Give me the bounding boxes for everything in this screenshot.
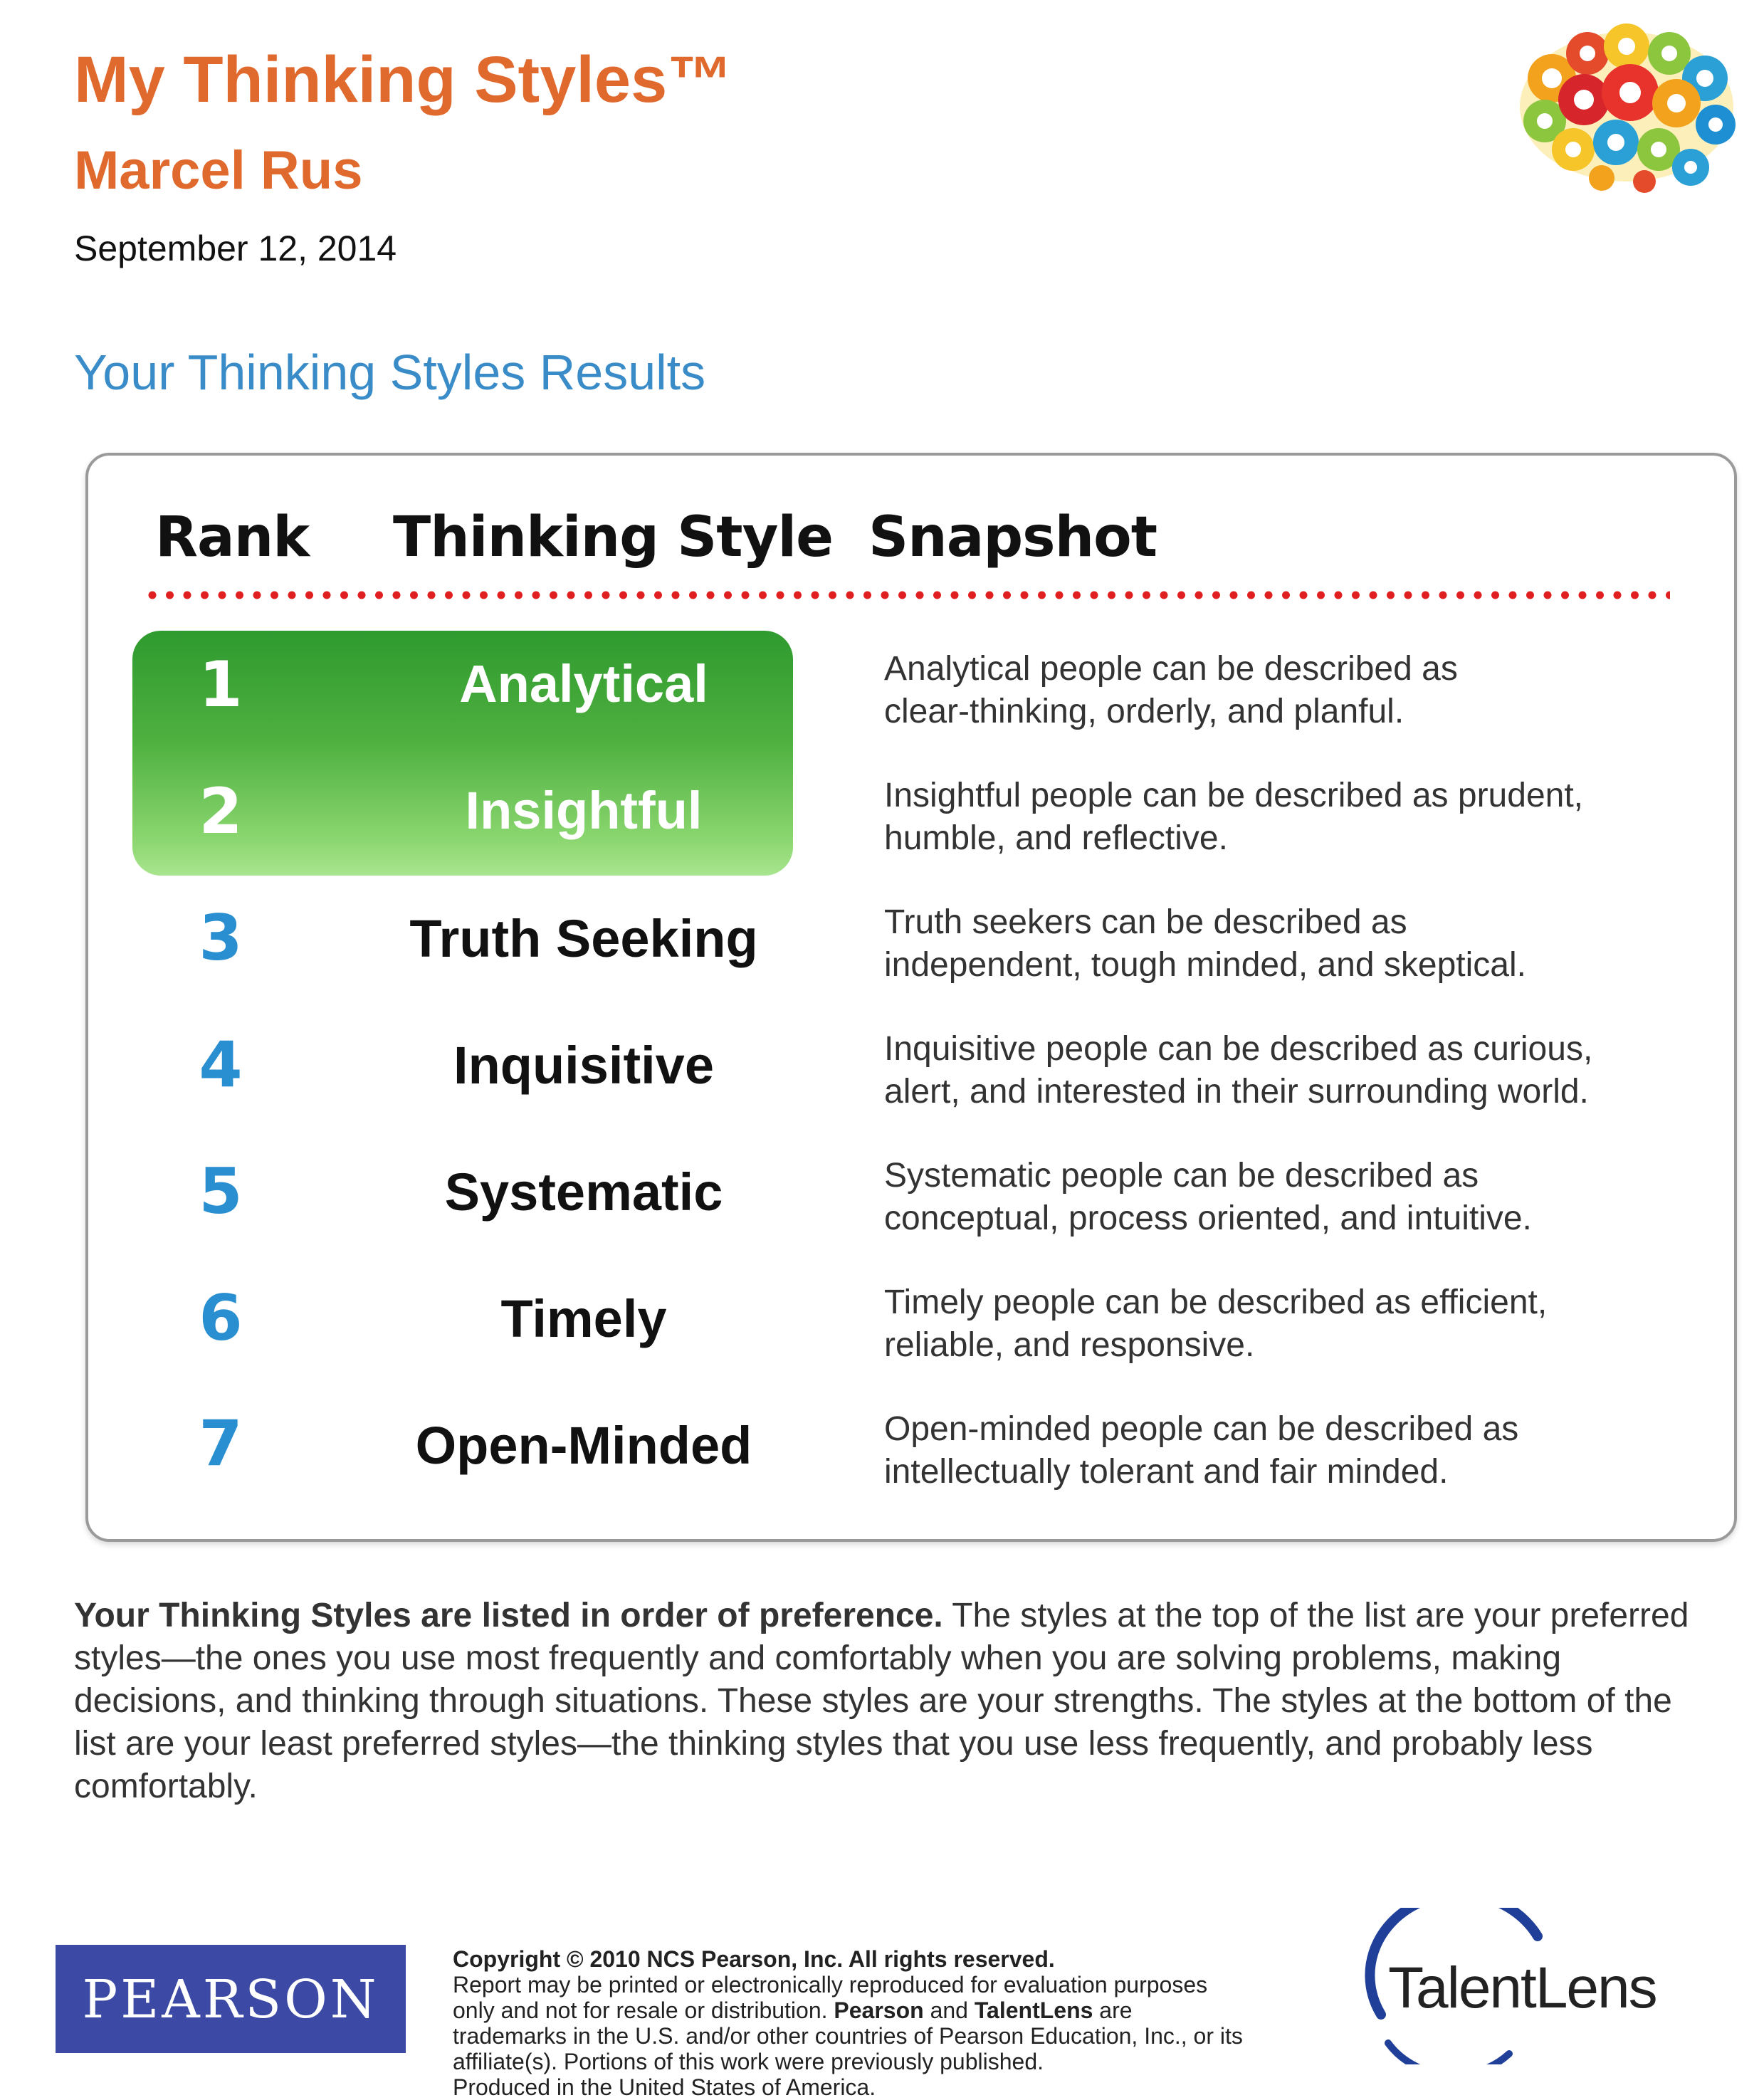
rank-1: 1 <box>199 648 243 721</box>
snapshot-systematic: Systematic people can be described as conceptual, process oriented, and intuitive. <box>884 1157 1532 1237</box>
rank-6: 6 <box>199 1281 243 1355</box>
pearson-logo-text: PEARSON <box>82 1969 379 2030</box>
style-systematic: Systematic <box>444 1162 723 1222</box>
rank-3: 3 <box>199 901 243 975</box>
results-panel <box>85 453 1737 1542</box>
snapshot-analytical: Analytical people can be described as clear-thinking, orderly, and planful. <box>884 650 1458 730</box>
rank-4: 4 <box>199 1028 243 1101</box>
column-header-thinking-style: Thinking Style <box>393 505 834 569</box>
snapshot-open-minded: Open-minded people can be described as intellectually tolerant and fair minded. <box>884 1410 1519 1491</box>
snapshot-truth-seeking: Truth seekers can be described as independent, tough minded, and skeptical. <box>884 903 1526 984</box>
style-inquisitive: Inquisitive <box>453 1036 714 1095</box>
style-truth-seeking: Truth Seeking <box>409 909 758 968</box>
person-name: Marcel Rus <box>74 140 363 201</box>
dotted-divider <box>147 589 1670 601</box>
style-insightful: Insightful <box>465 781 703 840</box>
rank-2: 2 <box>199 775 243 848</box>
brain-gears-logo <box>1509 14 1744 206</box>
report-title: My Thinking Styles™ <box>74 43 733 116</box>
rank-5: 5 <box>199 1155 243 1228</box>
style-open-minded: Open-Minded <box>415 1416 752 1475</box>
snapshot-inquisitive: Inquisitive people can be described as curious, alert, and interested in their surrounding world. <box>884 1030 1593 1111</box>
style-timely: Timely <box>500 1289 667 1348</box>
explanation-bold: Your Thinking Styles are listed in order of preference. <box>74 1597 943 1634</box>
column-header-rank: Rank <box>155 505 310 569</box>
snapshot-timely: Timely people can be described as efficient, reliable, and responsive. <box>884 1283 1548 1364</box>
results-heading: Your Thinking Styles Results <box>74 345 706 400</box>
copyright-notice: Copyright © 2010 NCS Pearson, Inc. All rights reserved. Report may be printed or electronically reproduced for evaluation purposes only and not for resale or distribution. Pearson and TalentLens are trademarks in the U.S. and/or other countries of Pearson Education, Inc., or its affiliate(s). Portions of this work were previously published. Produced in the United States of America. <box>453 1946 1243 2100</box>
report-date: September 12, 2014 <box>74 229 397 268</box>
rank-7: 7 <box>199 1407 243 1480</box>
talentlens-logo-text: TalentLens <box>1388 1955 1656 2020</box>
column-header-snapshot: Snapshot <box>868 505 1157 569</box>
style-analytical: Analytical <box>459 654 708 713</box>
explanation-rest: The styles at the top of the list are your preferred styles—the ones you use most frequently and comfortably when you are solving problems, making decisions, and thinking through situations. These styles are your strengths. The styles at the bottom of the list are your least preferred styles—the thinking styles that you use less frequently, and probably less comfortably. <box>74 1597 1689 1805</box>
explanation-paragraph <box>74 1595 1697 1808</box>
snapshot-insightful: Insightful people can be described as prudent, humble, and reflective. <box>884 777 1584 857</box>
